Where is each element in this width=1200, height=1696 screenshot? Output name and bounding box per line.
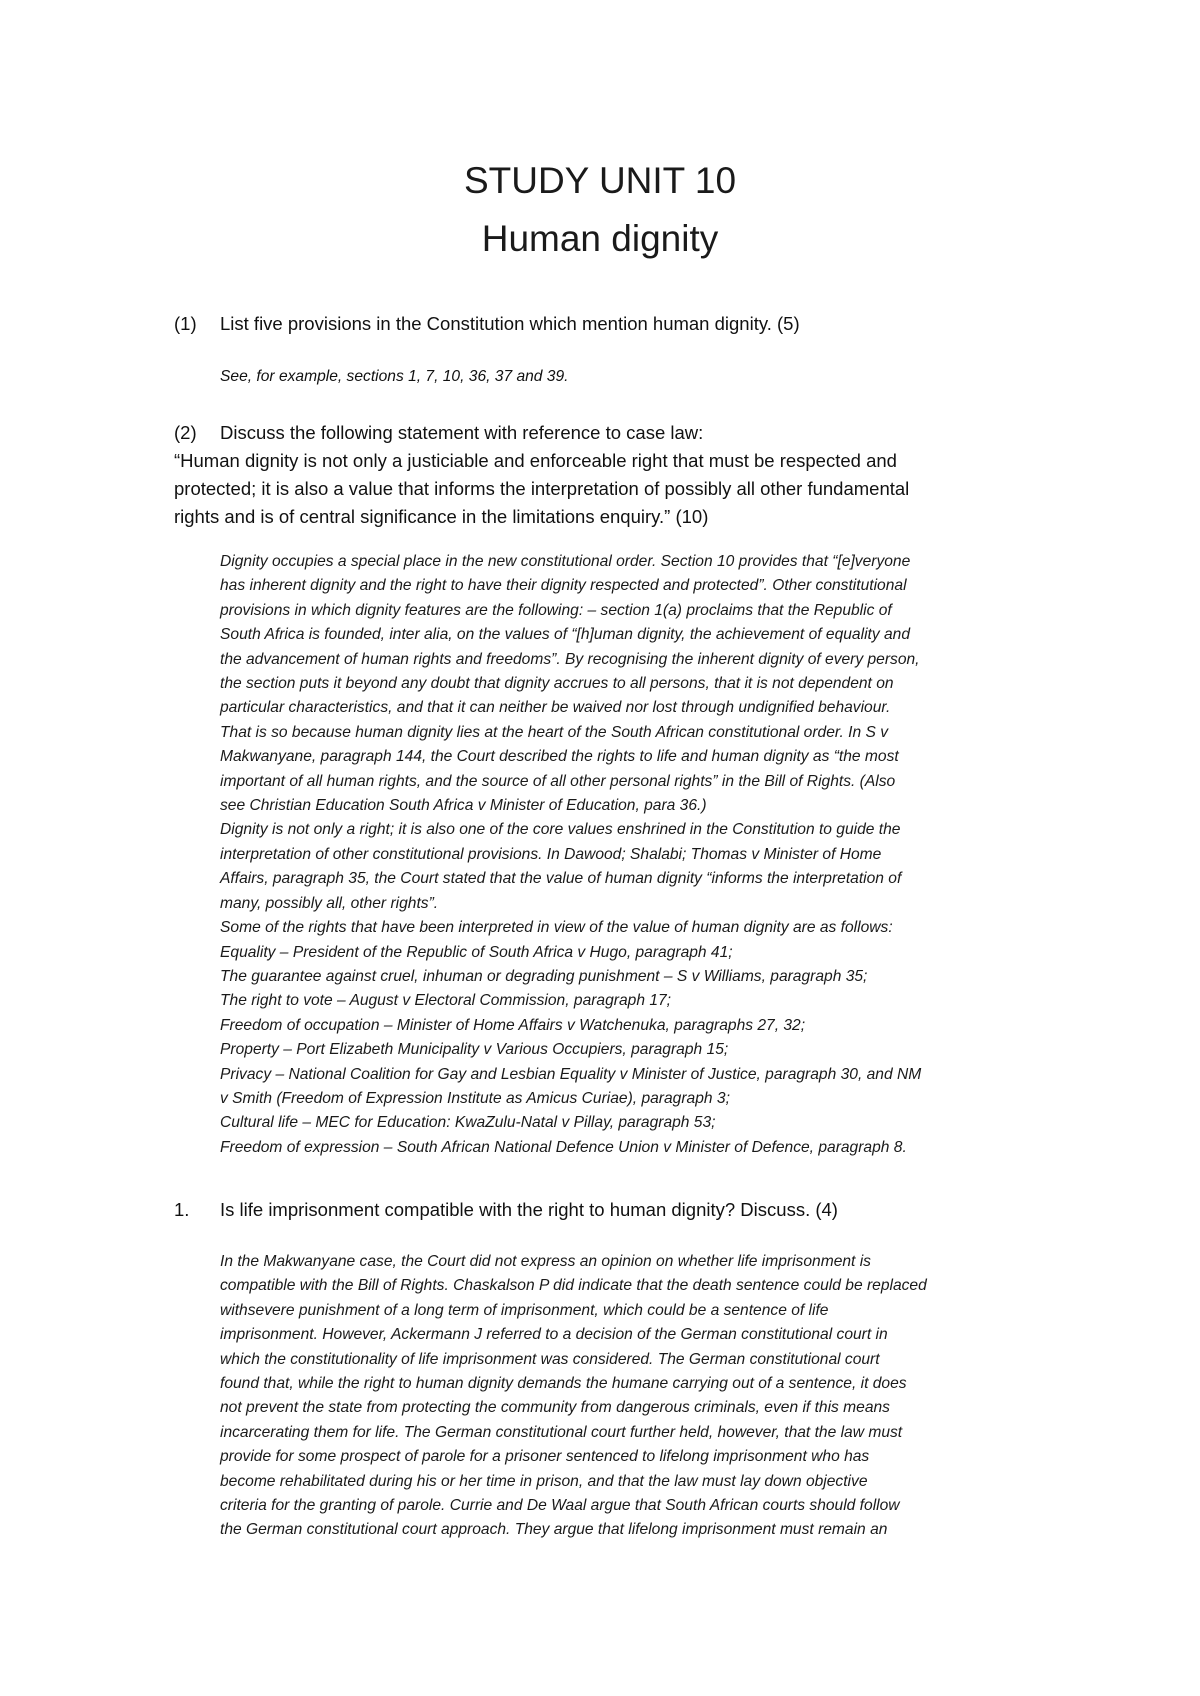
answer-line: imprisonment. However, Ackermann J referred to a decision of the German constitutional court in bbox=[220, 1326, 888, 1344]
answer-line: Dignity is not only a right; it is also one of the core values enshrined in the Constitution to guide the bbox=[220, 821, 901, 839]
answer-line: Freedom of expression – South African National Defence Union v Minister of Defence, paragraph 8. bbox=[220, 1138, 907, 1156]
question-2-number: (2) bbox=[174, 422, 197, 443]
question-2 bbox=[174, 419, 703, 447]
answer-line: important of all human rights, and the source of all other personal rights” in the Bill of Rights. (Also bbox=[220, 772, 896, 790]
question-1-text: List five provisions in the Constitution which mention human dignity. (5) bbox=[220, 313, 800, 334]
question-1-number: (1) bbox=[174, 313, 197, 334]
answer-line: Property – Port Elizabeth Municipality v Various Occupiers, paragraph 15; bbox=[220, 1041, 729, 1059]
answer-line: interpretation of other constitutional provisions. In Dawood; Shalabi; Thomas v Minister of Home bbox=[220, 845, 882, 863]
answer-line: become rehabilitated during his or her time in prison, and that the law must lay down objective bbox=[220, 1472, 868, 1490]
question-3 bbox=[174, 1196, 838, 1224]
statement-line: rights and is of central significance in the limitations enquiry.” (10) bbox=[174, 506, 709, 527]
answer-line: Dignity occupies a special place in the new constitutional order. Section 10 provides that “[e]veryone bbox=[220, 553, 911, 570]
question-2-answer bbox=[220, 550, 1080, 1160]
answer-line: withsevere punishment of a long term of imprisonment, which could be a sentence of life bbox=[220, 1301, 829, 1319]
answer-line: v Smith (Freedom of Expression Institute as Amicus Curiae), paragraph 3; bbox=[220, 1089, 730, 1107]
answer-line: which the constitutionality of life imprisonment was considered. The German constitutional court bbox=[220, 1350, 880, 1368]
answer-line: South Africa is founded, inter alia, on the values of “[h]uman dignity, the achievement of equality and bbox=[220, 626, 911, 644]
answer-line: has inherent dignity and the right to have their dignity respected and protected”. Other constitutional bbox=[220, 577, 907, 595]
answer-line: not prevent the state from protecting the community from dangerous criminals, even if this means bbox=[220, 1399, 890, 1417]
page-title: STUDY UNIT 10 bbox=[463, 160, 737, 201]
answer-line: Cultural life – MEC for Education: KwaZulu-Natal v Pillay, paragraph 53; bbox=[220, 1114, 716, 1132]
answer-line: compatible with the Bill of Rights. Chaskalson P did indicate that the death sentence could be replaced bbox=[220, 1277, 927, 1295]
answer-line: Some of the rights that have been interpreted in view of the value of human dignity are as follows: bbox=[220, 919, 893, 937]
question-1-answer: See, for example, sections 1, 7, 10, 36, 37 and 39. bbox=[220, 368, 569, 385]
answer-line: see Christian Education South Africa v Minister of Education, para 36.) bbox=[220, 797, 707, 815]
answer-line: provide for some prospect of parole for a prisoner sentenced to lifelong imprisonment who has bbox=[220, 1448, 870, 1466]
question-3-answer bbox=[220, 1250, 1080, 1543]
answer-line: Freedom of occupation – Minister of Home Affairs v Watchenuka, paragraphs 27, 32; bbox=[220, 1016, 806, 1034]
answer-line: the advancement of human rights and freedoms”. By recognising the inherent dignity of every person, bbox=[220, 650, 920, 668]
question-3-text: Is life imprisonment compatible with the right to human dignity? Discuss. (4) bbox=[220, 1199, 838, 1220]
answer-line: Makwanyane, paragraph 144, the Court described the rights to life and human dignity as “the most bbox=[220, 748, 899, 766]
answer-line: The guarantee against cruel, inhuman or degrading punishment – S v Williams, paragraph 35; bbox=[220, 967, 868, 985]
answer-line: the section puts it beyond any doubt that dignity accrues to all persons, that it is not dependent on bbox=[220, 675, 894, 693]
title-block bbox=[0, 152, 1200, 268]
answer-line: the German constitutional court approach. They argue that lifelong imprisonment must remain an bbox=[220, 1521, 888, 1539]
page-subtitle: Human dignity bbox=[481, 218, 719, 259]
answer-line: particular characteristics, and that it can neither be waived nor lost through undignified behaviour. bbox=[220, 699, 891, 717]
question-2-statement bbox=[174, 447, 1054, 531]
answer-line: Privacy – National Coalition for Gay and Lesbian Equality v Minister of Justice, paragraph 30, and NM bbox=[220, 1065, 922, 1083]
statement-line: “Human dignity is not only a justiciable and enforceable right that must be respected and bbox=[174, 450, 897, 471]
answer-line: The right to vote – August v Electoral Commission, paragraph 17; bbox=[220, 992, 672, 1010]
statement-line: protected; it is also a value that informs the interpretation of possibly all other fundamental bbox=[174, 478, 910, 499]
question-1 bbox=[174, 310, 800, 338]
answer-line: Affairs, paragraph 35, the Court stated that the value of human dignity “informs the interpretation of bbox=[220, 870, 902, 888]
answer-line: In the Makwanyane case, the Court did not express an opinion on whether life imprisonment is bbox=[220, 1253, 871, 1270]
answer-line: criteria for the granting of parole. Currie and De Waal argue that South African courts should follow bbox=[220, 1497, 900, 1515]
answer-line: many, possibly all, other rights”. bbox=[220, 894, 439, 912]
answer-line: provisions in which dignity features are the following: – section 1(a) proclaims that the Republic of bbox=[220, 601, 892, 619]
answer-line: found that, while the right to human dignity demands the humane carrying out of a sentence, it does bbox=[220, 1375, 907, 1393]
question-3-number: 1. bbox=[174, 1199, 190, 1220]
question-2-text: Discuss the following statement with reference to case law: bbox=[220, 422, 704, 443]
answer-line: incarcerating them for life. The German constitutional court further held, however, that the law must bbox=[220, 1423, 903, 1441]
answer-line: Equality – President of the Republic of South Africa v Hugo, paragraph 41; bbox=[220, 943, 733, 961]
answer-line: That is so because human dignity lies at the heart of the South African constitutional order. In S v bbox=[220, 723, 889, 741]
